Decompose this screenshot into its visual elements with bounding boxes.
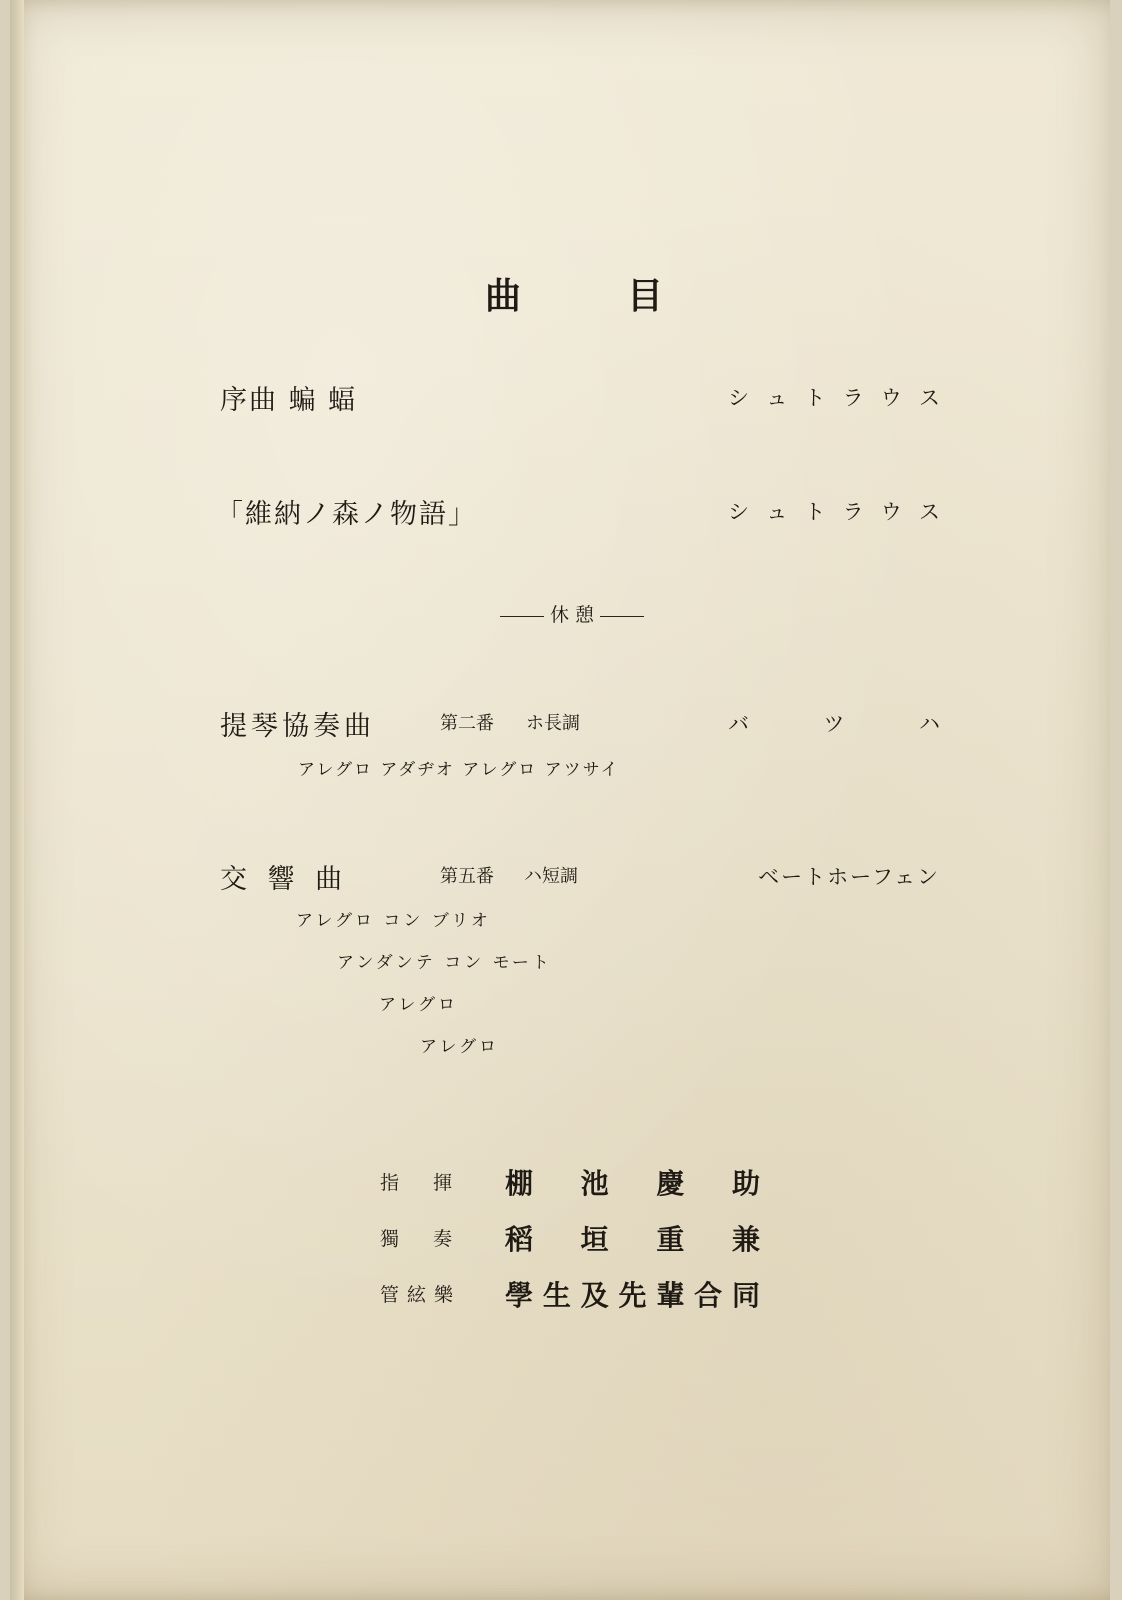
program-item-1-composer — [728, 382, 940, 412]
glyph: 兼 — [731, 1223, 760, 1256]
title-char-2: 目 — [627, 275, 664, 317]
credit-orchestra-name — [505, 1274, 760, 1314]
glyph: 助 — [731, 1167, 760, 1200]
program-item-2-composer — [728, 496, 940, 526]
symphony-movement-4: アレグロ — [420, 1037, 499, 1057]
concerto-movements: アレグロ アダヂオ アレグロ アツサイ — [298, 760, 620, 780]
page-binding-edge — [10, 0, 24, 1600]
glyph: ウ — [880, 386, 902, 410]
credit-soloist-label: 獨奏 — [380, 1228, 487, 1250]
glyph: 池 — [580, 1167, 609, 1200]
page-title — [470, 268, 690, 318]
glyph: 重 — [656, 1223, 685, 1256]
glyph: 同 — [731, 1279, 760, 1312]
glyph: ト — [804, 500, 826, 524]
glyph: シ — [728, 500, 749, 524]
title-char-1: 曲 — [485, 275, 522, 317]
symphony-movement-1: アレグロ コン ブリオ — [296, 911, 491, 931]
glyph: 先 — [618, 1279, 647, 1312]
glyph: ウ — [880, 500, 902, 524]
intermission-dash-left — [500, 616, 544, 617]
concerto-composer — [728, 708, 940, 738]
symphony-number: 第五番 — [440, 866, 494, 887]
glyph: ュ — [766, 500, 788, 524]
credit-soloist-name — [505, 1218, 760, 1258]
glyph: 棚 — [505, 1167, 534, 1200]
glyph: 學 — [505, 1279, 534, 1312]
glyph: ュ — [766, 386, 788, 410]
program-item-2-title: 「維納ノ森ノ物語」 — [216, 499, 477, 530]
concerto-title: 提琴協奏曲 — [220, 711, 375, 742]
glyph: ス — [918, 500, 940, 524]
glyph: 生 — [542, 1279, 571, 1312]
glyph: ハ — [919, 712, 940, 736]
intermission-label: 休 憩 — [550, 604, 595, 626]
program-page — [10, 0, 1110, 1600]
credit-conductor-name — [505, 1162, 760, 1202]
glyph: 輩 — [656, 1279, 685, 1312]
glyph: シ — [728, 386, 749, 410]
credit-orchestra-label: 管絃樂 — [380, 1284, 462, 1306]
symphony-composer: ベートホーフェン — [758, 865, 940, 889]
symphony-title: 交 響 曲 — [220, 864, 349, 895]
glyph: 慶 — [656, 1167, 685, 1200]
concerto-key: ホ長調 — [526, 713, 580, 734]
intermission-dash-right — [600, 616, 644, 617]
credit-conductor-label: 指揮 — [380, 1172, 487, 1194]
glyph: 及 — [580, 1279, 609, 1312]
glyph: 合 — [694, 1279, 723, 1312]
glyph: 稻 — [505, 1223, 534, 1256]
glyph: ス — [918, 386, 940, 410]
program-item-1-title: 序曲 蝙 蝠 — [220, 385, 358, 416]
glyph: ラ — [842, 500, 864, 524]
concerto-number: 第二番 — [440, 713, 494, 734]
intermission — [494, 600, 650, 627]
glyph: バ — [728, 712, 749, 736]
glyph: ラ — [842, 386, 864, 410]
glyph: ト — [804, 386, 826, 410]
glyph: 垣 — [580, 1223, 609, 1256]
glyph: ツ — [823, 712, 845, 736]
symphony-movement-3: アレグロ — [379, 995, 458, 1015]
symphony-movement-2: アンダンテ コン モート — [337, 953, 552, 973]
symphony-key: ハ短調 — [524, 866, 578, 887]
